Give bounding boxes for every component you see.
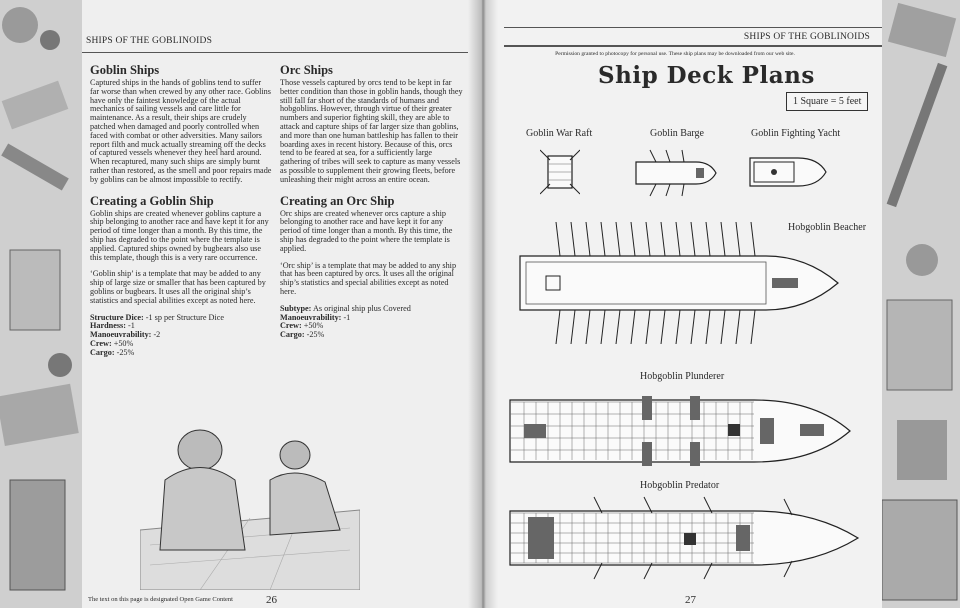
- paragraph: ‘Orc ship’ is a template that may be added to any ship that has been captured by orcs. It uses all the original ship’s statistics and special abilities except as noted here.: [280, 260, 457, 296]
- ship-detail-line: [661, 310, 665, 344]
- ship-detail-line: [721, 310, 725, 344]
- header-rule: [82, 52, 472, 53]
- open-game-content-note: The text on this page is designated Open Game Content: [88, 596, 233, 603]
- stat-cargo: Cargo: -25%: [280, 330, 325, 340]
- goblin-war-raft-plan: [540, 148, 580, 198]
- ship-detail-line: [616, 222, 620, 256]
- left-text-column: [90, 63, 272, 358]
- scale-legend: 1 Square = 5 feet: [786, 92, 868, 111]
- ship-detail-line: [751, 310, 755, 344]
- goblins-illustration: [140, 410, 360, 590]
- paragraph: Orc ships are created whenever orcs capture a ship belonging to another race and have kept it for any period of time longer than a month. By this time, the ship has degraded to the point where the template is applied.: [280, 208, 453, 253]
- paragraph: ‘Goblin ship’ is a template that may be added to any ship of large size or smaller that has been captured by goblins or bugbears. It uses all the original ship’s statistics and special abilities except as noted here.: [90, 269, 266, 305]
- goblin-barge-plan: [630, 148, 722, 198]
- ship-detail-line: [571, 222, 575, 256]
- ship-detail-line: [751, 222, 755, 256]
- hobgoblin-predator-plan: [504, 495, 864, 581]
- ship-detail-line: [586, 222, 590, 256]
- page-number: 27: [685, 594, 696, 606]
- ship-detail-line: [556, 222, 560, 256]
- ship-detail-line: [736, 310, 740, 344]
- ship-detail-line: [676, 310, 680, 344]
- stat-hardness: Hardness: -1: [90, 321, 135, 331]
- ship-detail-line: [601, 222, 605, 256]
- label-goblin-barge: Goblin Barge: [650, 128, 704, 139]
- ship-detail-line: [571, 310, 575, 344]
- hobgoblin-beacher-plan: [516, 218, 842, 348]
- heading-creating-goblin-ship: Creating a Goblin Ship: [90, 193, 214, 208]
- ship-detail-line: [586, 310, 590, 344]
- running-header: SHIPS OF THE GOBLINOIDS: [86, 36, 213, 46]
- label-goblin-war-raft: Goblin War Raft: [526, 128, 593, 139]
- ship-detail-line: [706, 222, 710, 256]
- header-rule: [504, 45, 882, 47]
- page-number: 26: [266, 594, 277, 606]
- book-spine-shadow: [468, 0, 498, 608]
- stat-subtype: Subtype: As original ship plus Covered: [280, 303, 411, 313]
- label-hobgoblin-plunderer: Hobgoblin Plunderer: [640, 371, 725, 382]
- stat-crew: Crew: +50%: [90, 338, 134, 348]
- stat-structure-dice: Structure Dice: -1 sp per Structure Dice: [90, 312, 224, 322]
- ship-detail-line: [646, 222, 650, 256]
- right-text-column: [280, 63, 464, 340]
- label-hobgoblin-predator: Hobgoblin Predator: [640, 480, 720, 491]
- stat-cargo: Cargo: -25%: [90, 347, 135, 357]
- ship-detail-line: [646, 310, 650, 344]
- goblin-fighting-yacht-plan: [748, 152, 828, 192]
- goblin-ships-text: Captured ships in the hands of goblins tend to suffer far worse than when crewed by any other race. Goblins have only the faintest knowledge of the actual mechanics of sailing vessels and care little for maintenance. As a result, their ships are crudely patched when damaged and poorly controlled when faced with combat or other adversities. Many sailors report filth and muck actually streaming off the decks of captured vessels whenever they heel hard around. When recaptured, many such ships are simply burnt rather than restored, as the smell and poor repairs made by goblins can be almost impossible to rectify.: [90, 78, 272, 184]
- heading-goblin-ships: Goblin Ships: [90, 63, 160, 77]
- label-goblin-fighting-yacht: Goblin Fighting Yacht: [751, 128, 841, 139]
- paragraph: Goblin ships are created whenever goblins capture a ship belonging to another race and have kept it for any period of time longer than a month. By this time, the ship has degraded to the point where the template is applied. Captured ships owned by bugbears also use this template, though this is a very rare occurrence.: [90, 208, 269, 262]
- running-header: SHIPS OF THE GOBLINOIDS: [743, 32, 870, 42]
- ship-detail-line: [706, 310, 710, 344]
- heading-creating-orc-ship: Creating an Orc Ship: [280, 193, 395, 208]
- ship-detail-line: [631, 310, 635, 344]
- decorative-border-art-right: [882, 0, 960, 608]
- ship-detail-line: [691, 222, 695, 256]
- hobgoblin-plunderer-plan: [504, 392, 856, 470]
- heading-orc-ships: Orc Ships: [280, 63, 333, 77]
- header-rule-top: [504, 27, 882, 28]
- stat-manoeuvrability: Manoeuvrability: -2: [90, 330, 161, 340]
- ship-detail-line: [676, 222, 680, 256]
- ship-detail-line: [691, 310, 695, 344]
- ship-detail-line: [661, 222, 665, 256]
- ship-detail-line: [601, 310, 605, 344]
- orc-ships-text: Those vessels captured by orcs tend to be kept in far better condition than those in goblin hands, though they still fall far short of the standards of humans and hobgoblins. However, through virtue of their greater numbers and superior fighting skill, they are able to attack and capture ships of far larger size than goblins, and more than one human battleship has fallen to their boarding axes in recent history. Because of this, orcs tend to be feared at sea, for a sufficiently large gathering of tribes will seek to capture as many vessels as possible to supplement their growing fleets, before unleashing their might across an entire ocean.: [280, 78, 463, 184]
- ship-detail-line: [736, 222, 740, 256]
- decorative-border-art-left: [0, 0, 82, 608]
- stat-crew: Crew: +50%: [280, 321, 324, 331]
- stat-manoeuvrability: Manoeuvrability: -1: [280, 312, 351, 322]
- ship-detail-line: [721, 222, 725, 256]
- page-title: Ship Deck Plans: [598, 62, 815, 89]
- ship-detail-line: [616, 310, 620, 344]
- label-hobgoblin-beacher: Hobgoblin Beacher: [788, 222, 867, 233]
- right-page: [480, 0, 960, 608]
- ship-detail-line: [556, 310, 560, 344]
- permission-notice: Permission granted to photocopy for personal use. These ship plans may be downloaded from our web site.: [555, 51, 795, 57]
- ship-detail-line: [631, 222, 635, 256]
